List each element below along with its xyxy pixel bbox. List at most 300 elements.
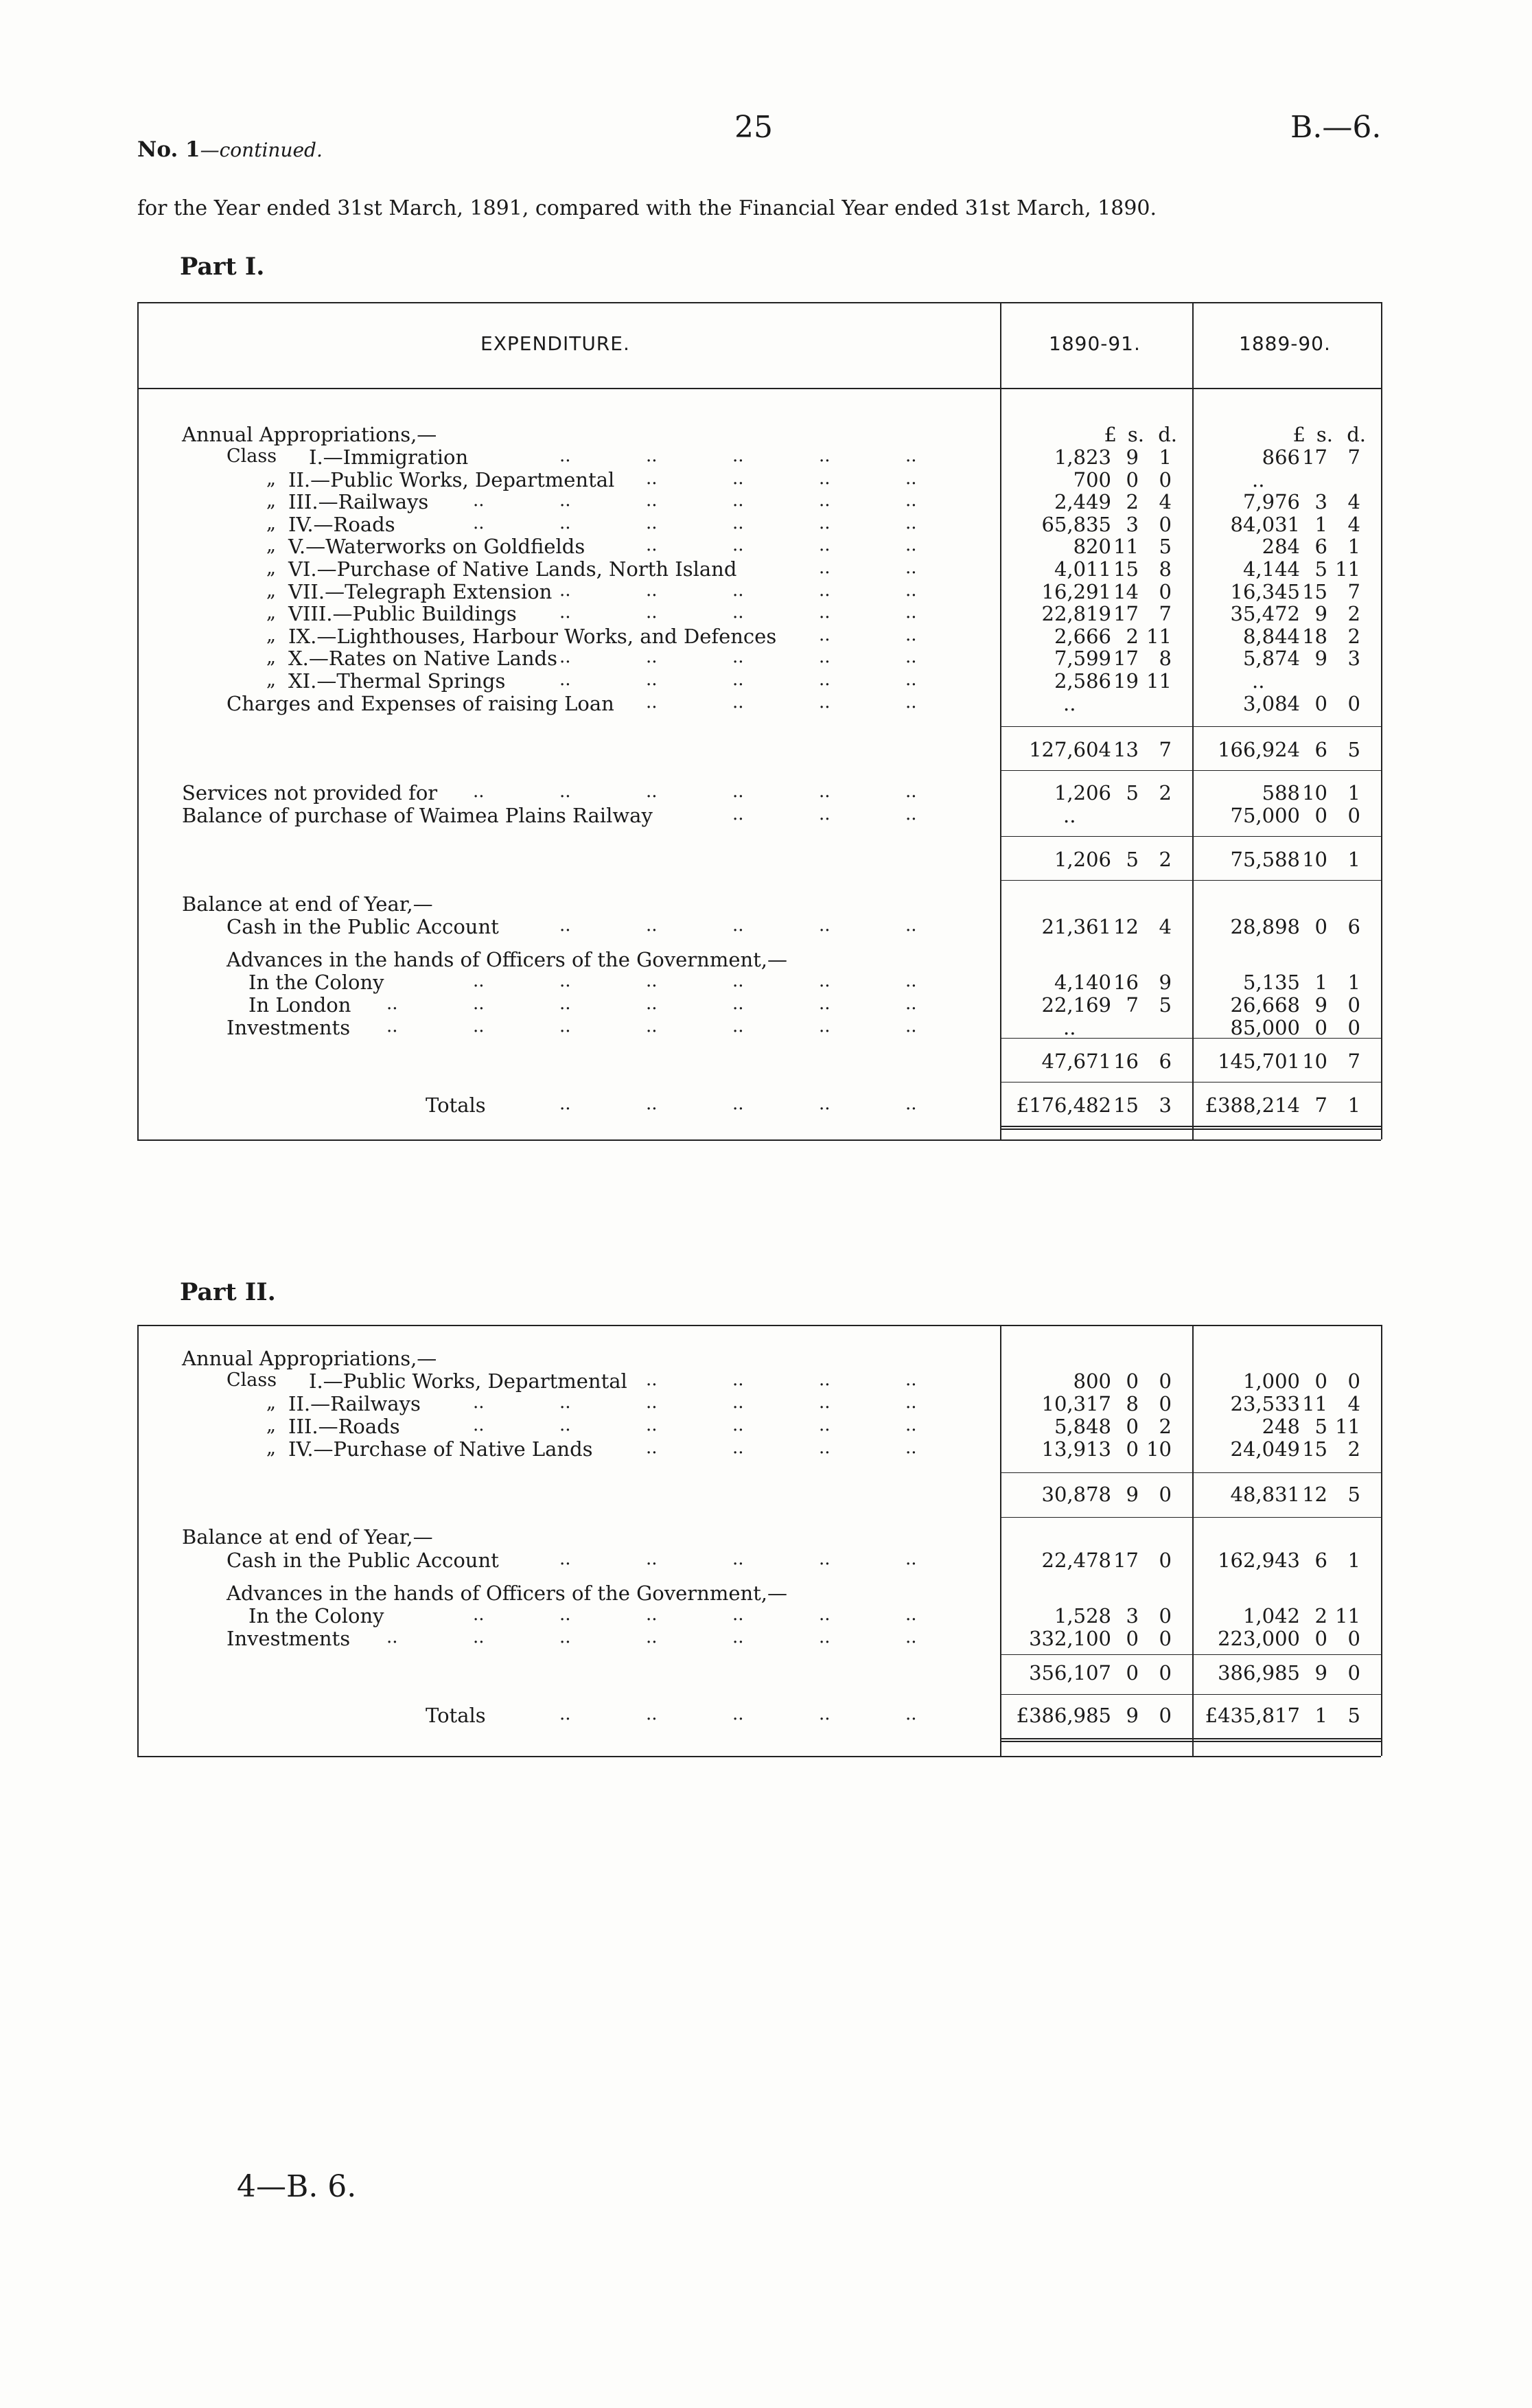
leader-dots: .. — [732, 691, 744, 713]
year-1890-column-rule — [1000, 302, 1001, 1139]
leader-dots: .. — [732, 647, 744, 668]
leader-dots: .. — [819, 579, 831, 601]
leader-dots: .. — [646, 1016, 658, 1037]
appropriation-1890-pounds: 700 — [1073, 467, 1111, 491]
appropriation-1890-pounds: 10,317 — [1041, 1392, 1111, 1415]
leader-dots: .. — [559, 993, 571, 1014]
leader-dots: .. — [732, 1704, 744, 1724]
appropriation-1889-shillings: 1 — [1314, 512, 1327, 536]
appropriation-1890-shillings: 15 — [1113, 557, 1139, 581]
leader-dots: .. — [473, 1604, 485, 1625]
appropriation-1889-pence: 2 — [1347, 624, 1360, 648]
leader-dots: .. — [819, 445, 831, 466]
leader-dots: .. — [819, 624, 831, 645]
totals-1890-pence: 0 — [1159, 1704, 1172, 1727]
balance-1889-pounds: 85,000 — [1230, 1016, 1300, 1039]
leader-dots: .. — [646, 781, 658, 802]
balance-1889-pounds: 162,943 — [1218, 1549, 1300, 1572]
leader-dots: .. — [732, 579, 744, 601]
balance-1890-pounds: 1,528 — [1054, 1604, 1111, 1628]
subtotal-1889-pence: 0 — [1347, 1661, 1360, 1685]
appropriation-1889-pounds: 3,084 — [1242, 691, 1300, 715]
appropriation-1890-shillings: 14 — [1113, 579, 1139, 603]
totals-double-rule — [1000, 1738, 1381, 1742]
totals-1890-pounds: £176,482 — [1016, 1093, 1111, 1117]
appropriation-1889-pounds: 35,472 — [1230, 602, 1300, 626]
appropriation-1890-pence: 5 — [1159, 535, 1172, 559]
balance-1889-pence: 0 — [1347, 993, 1360, 1017]
table-right-border — [1381, 1325, 1382, 1756]
service-1889-shillings: 10 — [1302, 781, 1327, 804]
leader-dots: .. — [905, 1437, 917, 1458]
subtotal-1889-pounds: 48,831 — [1230, 1483, 1300, 1506]
class-prefix: „ — [266, 1392, 276, 1413]
leader-dots: .. — [732, 535, 744, 556]
appropriation-row-label: IV.—Roads — [288, 512, 395, 536]
appropriation-1890-shillings: 2 — [1126, 624, 1139, 648]
table-bottom-rule — [137, 1756, 1381, 1757]
appropriation-row-label: IX.—Lighthouses, Harbour Works, and Defences — [288, 624, 777, 648]
subtotal-rule — [1000, 1472, 1381, 1473]
subtotal-1890-pence: 0 — [1159, 1661, 1172, 1685]
class-prefix: „ — [266, 669, 276, 691]
appropriation-1890-pounds: 820 — [1073, 535, 1111, 559]
table-top-rule — [137, 1325, 1381, 1326]
class-prefix: Class — [227, 1369, 277, 1391]
balance-1890-shillings: 17 — [1113, 1549, 1139, 1572]
leader-dots: .. — [646, 602, 658, 623]
appropriation-row-label: II.—Public Works, Departmental — [288, 467, 615, 491]
appropriation-1890-shillings: 0 — [1126, 1437, 1139, 1461]
expenditure-heading: EXPENDITURE. — [480, 332, 630, 355]
table-right-border — [1381, 302, 1382, 1139]
appropriation-1890-pence: 7 — [1159, 602, 1172, 626]
leader-dots: .. — [905, 1415, 917, 1435]
subtotal-bottom-rule — [1000, 1517, 1381, 1518]
leader-dots: .. — [473, 1392, 485, 1413]
leader-dots: .. — [646, 1369, 658, 1390]
leader-dots: .. — [559, 915, 571, 936]
balance-heading: Balance at end of Year,— — [182, 1525, 433, 1549]
leader-dots: .. — [732, 490, 744, 511]
appropriation-1890-pence: 11 — [1146, 669, 1172, 693]
totals-1890-pence: 3 — [1159, 1093, 1172, 1117]
year-1890-column-rule — [1000, 1325, 1001, 1756]
leader-dots: .. — [732, 1369, 744, 1390]
balance-1889-pounds: 26,668 — [1230, 993, 1300, 1017]
subtotal-1890-pence: 6 — [1159, 1050, 1172, 1073]
balance-row-label: Cash in the Public Account — [227, 915, 499, 938]
balance-1889-pounds: 223,000 — [1218, 1627, 1300, 1650]
appropriation-1889-nil: .. — [1252, 669, 1265, 693]
appropriation-1890-pounds: 22,819 — [1041, 602, 1111, 626]
subtotal-1890-pounds: 47,671 — [1041, 1050, 1111, 1073]
appropriation-1890-pence: 0 — [1159, 512, 1172, 536]
subtotal-bottom-rule — [1000, 880, 1381, 881]
appropriation-1889-pence: 2 — [1347, 602, 1360, 626]
leader-dots: .. — [732, 971, 744, 991]
balance-row-label: Investments — [227, 1627, 351, 1650]
leader-dots: .. — [905, 1549, 917, 1569]
appropriation-1889-shillings: 17 — [1302, 445, 1327, 469]
page-subtitle: for the Year ended 31st March, 1891, compared with the Financial Year ended 31st March, 1890. — [137, 196, 1157, 220]
subtotal-rule — [1000, 726, 1381, 727]
appropriation-row-label: II.—Railways — [288, 1392, 421, 1415]
balance-1889-pence: 6 — [1347, 915, 1360, 938]
leader-dots: .. — [473, 512, 485, 533]
leader-dots: .. — [819, 1093, 831, 1114]
leader-dots: .. — [905, 579, 917, 601]
subtotal-1890-shillings: 0 — [1126, 1661, 1139, 1685]
leader-dots: .. — [819, 915, 831, 936]
balance-1890-pence: 9 — [1159, 971, 1172, 994]
leader-dots: .. — [732, 1627, 744, 1647]
leader-dots: .. — [646, 535, 658, 556]
appropriation-1890-pence: 0 — [1159, 1392, 1172, 1415]
appropriation-1890-pence: 4 — [1159, 490, 1172, 514]
leader-dots: .. — [732, 467, 744, 489]
balance-1889-shillings: 6 — [1314, 1549, 1327, 1572]
part-2-title: Part II. — [180, 1278, 276, 1306]
balance-1889-pounds: 5,135 — [1242, 971, 1300, 994]
appropriation-row-label: III.—Roads — [288, 1415, 400, 1438]
leader-dots: .. — [386, 1016, 398, 1037]
totals-1890-shillings: 15 — [1113, 1093, 1139, 1117]
appropriation-1889-shillings: 5 — [1314, 557, 1327, 581]
balance-1889-pounds: 1,042 — [1242, 1604, 1300, 1628]
appropriation-1890-pence: 8 — [1159, 647, 1172, 671]
document-reference: B.—6. — [1290, 110, 1382, 145]
leader-dots: .. — [646, 490, 658, 511]
year-1889-column-rule — [1192, 302, 1194, 1139]
appropriation-1889-pounds: 84,031 — [1230, 512, 1300, 536]
leader-dots: .. — [905, 691, 917, 713]
appropriation-1889-shillings: 9 — [1314, 647, 1327, 671]
appropriation-1890-pence: 0 — [1159, 579, 1172, 603]
table-left-border — [137, 1325, 139, 1756]
leader-dots: .. — [819, 993, 831, 1014]
balance-1890-pence: 5 — [1159, 993, 1172, 1017]
leader-dots: .. — [646, 993, 658, 1014]
appropriation-1889-pence: 3 — [1347, 647, 1360, 671]
subtotal-1890-shillings: 9 — [1126, 1483, 1139, 1506]
balance-row-label: Advances in the hands of Officers of the Government,— — [227, 948, 788, 971]
class-prefix: „ — [266, 467, 276, 489]
leader-dots: .. — [559, 490, 571, 511]
subtotal-1889-shillings: 6 — [1314, 738, 1327, 761]
leader-dots: .. — [819, 1704, 831, 1724]
leader-dots: .. — [819, 1627, 831, 1647]
leader-dots: .. — [819, 1437, 831, 1458]
leader-dots: .. — [559, 445, 571, 466]
appropriation-1890-shillings: 19 — [1113, 669, 1139, 693]
appropriation-1889-pounds: 7,976 — [1242, 490, 1300, 514]
leader-dots: .. — [646, 647, 658, 668]
totals-1889-shillings: 1 — [1314, 1704, 1327, 1727]
appropriation-1890-pence: 11 — [1146, 624, 1172, 648]
balance-1889-pence: 0 — [1347, 1016, 1360, 1039]
appropriation-1890-nil: .. — [1063, 691, 1076, 715]
subtotal-1890-pounds: 127,604 — [1029, 738, 1111, 761]
subtotal-1890-pence: 2 — [1159, 848, 1172, 871]
balance-row-label: In the Colony — [248, 1604, 384, 1628]
leader-dots: .. — [646, 915, 658, 936]
appropriation-1890-pence: 10 — [1146, 1437, 1172, 1461]
leader-dots: .. — [646, 467, 658, 489]
leader-dots: .. — [473, 1415, 485, 1435]
balance-row-label: Investments — [227, 1016, 351, 1039]
balance-1889-pence: 1 — [1347, 1549, 1360, 1572]
service-1889-shillings: 0 — [1314, 804, 1327, 827]
subtotal-1890-pounds: 30,878 — [1041, 1483, 1111, 1506]
subtotal-1889-pence: 5 — [1347, 738, 1360, 761]
subtotal-1890-pounds: 356,107 — [1029, 1661, 1111, 1685]
leader-dots: .. — [905, 993, 917, 1014]
leader-dots: .. — [386, 1627, 398, 1647]
leader-dots: .. — [473, 781, 485, 802]
service-1890-shillings: 5 — [1126, 781, 1139, 804]
appropriation-1889-pence: 1 — [1347, 535, 1360, 559]
appropriation-1890-pounds: 2,586 — [1054, 669, 1111, 693]
class-prefix: „ — [266, 647, 276, 669]
totals-label: Totals — [426, 1704, 486, 1727]
appropriation-1890-shillings: 3 — [1126, 512, 1139, 536]
balance-1890-pence: 0 — [1159, 1604, 1172, 1628]
subtotal-bottom-rule — [1000, 1694, 1381, 1695]
appropriation-1890-pence: 0 — [1159, 467, 1172, 491]
appropriation-1889-pence: 0 — [1347, 1369, 1360, 1393]
appropriation-1889-shillings: 0 — [1314, 691, 1327, 715]
year-1890-unit-d: d. — [1158, 423, 1177, 446]
leader-dots: .. — [819, 1604, 831, 1625]
appropriation-row-label: Charges and Expenses of raising Loan — [227, 691, 614, 715]
year-1890-unit-s: s. — [1127, 423, 1144, 446]
class-prefix: Class — [227, 445, 277, 467]
appropriation-row-label: XI.—Thermal Springs — [288, 669, 506, 693]
appropriation-1889-shillings: 15 — [1302, 1437, 1327, 1461]
subtotal-bottom-rule — [1000, 770, 1381, 771]
service-1890-pounds: 1,206 — [1054, 781, 1111, 804]
leader-dots: .. — [732, 915, 744, 936]
leader-dots: .. — [905, 445, 917, 466]
appropriation-1889-shillings: 0 — [1314, 1369, 1327, 1393]
leader-dots: .. — [732, 512, 744, 533]
leader-dots: .. — [905, 1016, 917, 1037]
class-prefix: „ — [266, 490, 276, 512]
appropriation-1889-shillings: 3 — [1314, 490, 1327, 514]
appropriation-row-label: I.—Public Works, Departmental — [309, 1369, 627, 1393]
appropriation-1889-pence: 11 — [1335, 1415, 1360, 1438]
balance-1890-pence: 0 — [1159, 1627, 1172, 1650]
appropriation-1889-nil: .. — [1252, 467, 1265, 491]
leader-dots: .. — [646, 1415, 658, 1435]
balance-1889-pence: 0 — [1347, 1627, 1360, 1650]
leader-dots: .. — [732, 445, 744, 466]
leader-dots: .. — [905, 512, 917, 533]
leader-dots: .. — [559, 1549, 571, 1569]
leader-dots: .. — [905, 467, 917, 489]
leader-dots: .. — [559, 1604, 571, 1625]
leader-dots: .. — [732, 781, 744, 802]
appropriation-1890-pounds: 5,848 — [1054, 1415, 1111, 1438]
appropriation-1890-pence: 0 — [1159, 1369, 1172, 1393]
part-1-title: Part I. — [180, 253, 265, 281]
leader-dots: .. — [559, 669, 571, 690]
balance-1890-shillings: 12 — [1113, 915, 1139, 938]
page-signature: 4—B. 6. — [237, 2169, 357, 2204]
balance-row-label: In the Colony — [248, 971, 384, 994]
subtotal-1889-pounds: 145,701 — [1218, 1050, 1300, 1073]
appropriation-1890-pounds: 2,666 — [1054, 624, 1111, 648]
leader-dots: .. — [646, 1604, 658, 1625]
leader-dots: .. — [819, 669, 831, 690]
leader-dots: .. — [559, 1392, 571, 1413]
class-prefix: „ — [266, 1415, 276, 1436]
leader-dots: .. — [905, 602, 917, 623]
leader-dots: .. — [819, 512, 831, 533]
year-1890-91-heading: 1890-91. — [1049, 332, 1141, 355]
appropriation-1889-pounds: 4,144 — [1242, 557, 1300, 581]
leader-dots: .. — [386, 993, 398, 1014]
leader-dots: .. — [819, 1415, 831, 1435]
service-1889-pounds: 588 — [1262, 781, 1300, 804]
appropriation-1889-pounds: 16,345 — [1230, 579, 1300, 603]
balance-1889-pence: 1 — [1347, 971, 1360, 994]
balance-row-label: In London — [248, 993, 351, 1017]
subtotal-rule — [1000, 836, 1381, 837]
class-prefix: „ — [266, 579, 276, 601]
appropriation-1889-pence: 4 — [1347, 1392, 1360, 1415]
appropriation-1889-pence: 0 — [1347, 691, 1360, 715]
appropriation-1889-pence: 7 — [1347, 579, 1360, 603]
appropriation-1889-pounds: 866 — [1262, 445, 1300, 469]
appropriation-1889-pence: 11 — [1335, 557, 1360, 581]
appropriation-1889-shillings: 9 — [1314, 602, 1327, 626]
balance-1890-pounds: 332,100 — [1029, 1627, 1111, 1650]
leader-dots: .. — [819, 490, 831, 511]
totals-1890-pounds: £386,985 — [1016, 1704, 1111, 1727]
appropriation-1890-shillings: 0 — [1126, 1415, 1139, 1438]
service-1890-nil: .. — [1063, 804, 1076, 827]
subtotal-1889-shillings: 10 — [1302, 1050, 1327, 1073]
leader-dots: .. — [819, 1016, 831, 1037]
subtotal-1889-pence: 7 — [1347, 1050, 1360, 1073]
leader-dots: .. — [819, 781, 831, 802]
leader-dots: .. — [905, 1627, 917, 1647]
appropriation-1890-pence: 2 — [1159, 1415, 1172, 1438]
header-bottom-rule — [137, 388, 1381, 389]
page-number: 25 — [734, 110, 773, 145]
class-prefix: „ — [266, 624, 276, 646]
leader-dots: .. — [559, 602, 571, 623]
service-1889-pence: 1 — [1347, 781, 1360, 804]
leader-dots: .. — [905, 647, 917, 668]
leader-dots: .. — [732, 1437, 744, 1458]
year-1889-90-heading: 1889-90. — [1239, 332, 1331, 355]
appropriation-1889-shillings: 5 — [1314, 1415, 1327, 1438]
leader-dots: .. — [819, 535, 831, 556]
appropriation-1889-pounds: 1,000 — [1242, 1369, 1300, 1393]
leader-dots: .. — [732, 1093, 744, 1114]
leader-dots: .. — [732, 1604, 744, 1625]
balance-1889-shillings: 0 — [1314, 1016, 1327, 1039]
year-1889-unit-s: s. — [1316, 423, 1333, 446]
leader-dots: .. — [732, 1016, 744, 1037]
appropriation-1889-shillings: 6 — [1314, 535, 1327, 559]
leader-dots: .. — [732, 1549, 744, 1569]
appropriation-row-label: VII.—Telegraph Extension — [288, 579, 553, 603]
appropriation-1890-pounds: 1,823 — [1054, 445, 1111, 469]
service-row-label: Balance of purchase of Waimea Plains Railway — [182, 804, 653, 827]
leader-dots: .. — [819, 971, 831, 991]
appropriation-row-label: I.—Immigration — [309, 445, 469, 469]
leader-dots: .. — [559, 647, 571, 668]
balance-1889-pence: 11 — [1335, 1604, 1360, 1628]
leader-dots: .. — [819, 1549, 831, 1569]
balance-1890-pence: 0 — [1159, 1549, 1172, 1572]
leader-dots: .. — [559, 971, 571, 991]
balance-1890-shillings: 0 — [1126, 1627, 1139, 1650]
subtotal-1889-shillings: 9 — [1314, 1661, 1327, 1685]
balance-1889-shillings: 0 — [1314, 1627, 1327, 1650]
subtotal-1890-pence: 7 — [1159, 738, 1172, 761]
leader-dots: .. — [646, 971, 658, 991]
leader-dots: .. — [905, 1704, 917, 1724]
appropriation-1889-pence: 2 — [1347, 1437, 1360, 1461]
leader-dots: .. — [905, 1392, 917, 1413]
appropriation-1890-pounds: 4,011 — [1054, 557, 1111, 581]
appropriation-1890-shillings: 0 — [1126, 1369, 1139, 1393]
balance-1890-shillings: 3 — [1126, 1604, 1139, 1628]
leader-dots: .. — [905, 490, 917, 511]
appropriation-row-label: IV.—Purchase of Native Lands — [288, 1437, 593, 1461]
appropriation-1890-pence: 8 — [1159, 557, 1172, 581]
year-1889-column-rule — [1192, 1325, 1194, 1756]
appropriation-1890-pence: 1 — [1159, 445, 1172, 469]
class-prefix: „ — [266, 602, 276, 624]
appropriation-1889-shillings: 15 — [1302, 579, 1327, 603]
totals-double-rule — [1000, 1126, 1381, 1130]
leader-dots: .. — [646, 1704, 658, 1724]
subtotal-1890-pounds: 1,206 — [1054, 848, 1111, 871]
leader-dots: .. — [905, 557, 917, 578]
year-1890-unit-pound: £ — [1104, 423, 1117, 446]
table-top-rule — [137, 302, 1381, 303]
balance-1889-shillings: 2 — [1314, 1604, 1327, 1628]
service-1889-pence: 0 — [1347, 804, 1360, 827]
leader-dots: .. — [905, 781, 917, 802]
balance-1890-pounds: 21,361 — [1041, 915, 1111, 938]
leader-dots: .. — [905, 804, 917, 824]
leader-dots: .. — [559, 1704, 571, 1724]
subtotal-1889-shillings: 12 — [1302, 1483, 1327, 1506]
appropriation-1889-pounds: 23,533 — [1230, 1392, 1300, 1415]
leader-dots: .. — [473, 1627, 485, 1647]
balance-1889-pounds: 28,898 — [1230, 915, 1300, 938]
leader-dots: .. — [819, 691, 831, 713]
subtotal-1890-shillings: 13 — [1113, 738, 1139, 761]
leader-dots: .. — [905, 1604, 917, 1625]
class-prefix: „ — [266, 535, 276, 557]
totals-1889-pence: 1 — [1347, 1093, 1360, 1117]
service-1889-pounds: 75,000 — [1230, 804, 1300, 827]
appropriation-1890-pounds: 800 — [1073, 1369, 1111, 1393]
leader-dots: .. — [559, 1415, 571, 1435]
leader-dots: .. — [473, 993, 485, 1014]
balance-row-label: Cash in the Public Account — [227, 1549, 499, 1572]
leader-dots: .. — [732, 993, 744, 1014]
leader-dots: .. — [732, 1392, 744, 1413]
